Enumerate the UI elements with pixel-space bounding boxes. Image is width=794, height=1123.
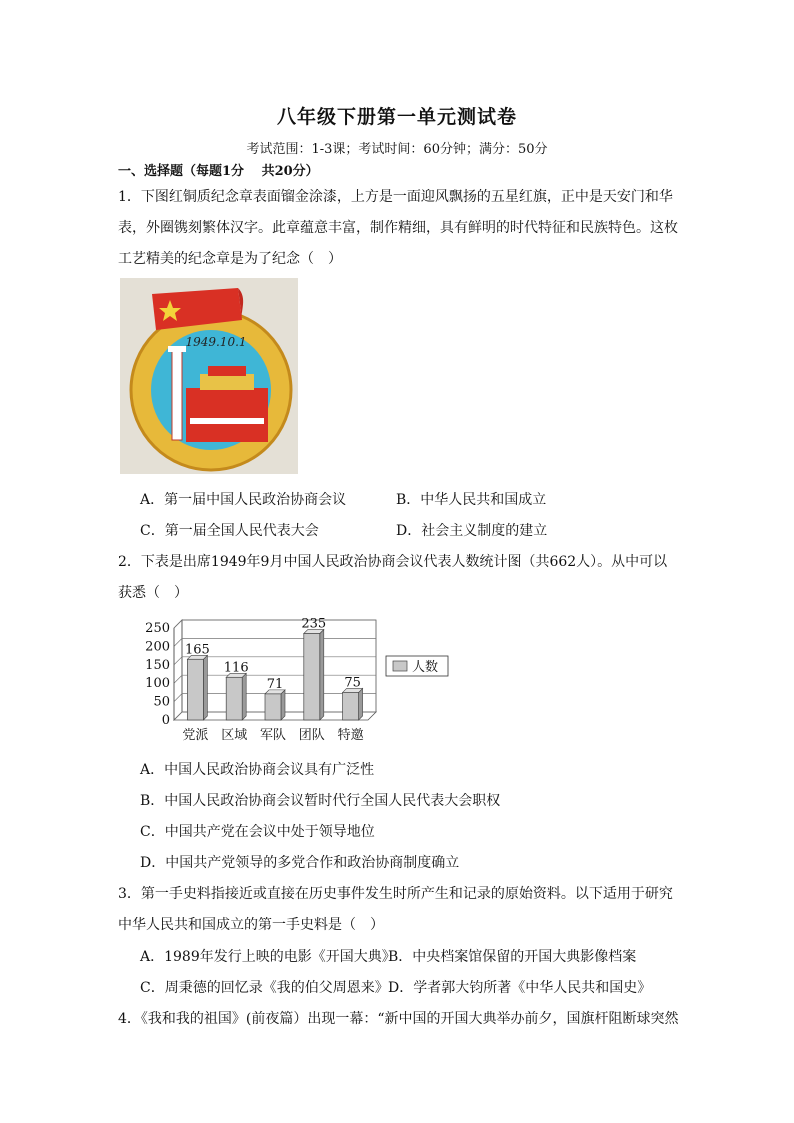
q2-option-a[interactable]: A．中国人民政治协商会议具有广泛性 [140,762,375,778]
chart-legend-swatch [393,661,407,671]
q1-line-2: 表，外圈镌刻繁体汉字。此章蕴意丰富，制作精细，具有鲜明的时代特征和民族特色。这枚 [118,220,678,236]
chart-x-tick-label: 团队 [298,728,325,743]
chart-y-tick-label: 200 [145,639,170,655]
chart-bar [304,634,320,720]
q1-option-b[interactable]: B．中华人民共和国成立 [396,492,547,508]
chart-bar [265,694,281,720]
chart-bar [343,692,359,720]
chart-x-tick-label: 区域 [221,728,248,743]
chart-y-tick-label: 0 [161,713,170,728]
chart-bar-side [242,673,246,720]
chart-legend-label: 人数 [412,660,439,675]
chart-y-tick-label: 100 [145,676,170,692]
chart-y-tick-label: 150 [145,657,170,673]
q1-option-a[interactable]: A．第一届中国人民政治协商会议 [140,492,347,508]
chart-data-label: 235 [301,616,327,632]
delegate-bar-chart [140,608,460,748]
q3-option-a[interactable]: A．1989年发行上映的电影《开国大典》 [140,949,396,965]
chart-bar [187,659,203,720]
section-heading: 一、选择题（每题1分 共20分） [118,164,319,179]
chart-bar-side [281,690,285,720]
exam-info: 考试范围：1-3课；考试时间：60分钟；满分：50分 [246,142,548,157]
q1-line-1: 1．下图红铜质纪念章表面镏金涂漆，上方是一面迎风飘扬的五星红旗，正中是天安门和华 [118,189,673,205]
q1-line-3: 工艺精美的纪念章是为了纪念（ ） [118,251,342,267]
chart-x-tick-label: 党派 [182,728,209,743]
chart-bar [226,677,242,720]
chart-gridline [174,620,376,628]
q3-option-b[interactable]: B．中央档案馆保留的开国大典影像档案 [388,949,637,965]
q3-option-c[interactable]: C．周秉德的回忆录《我的伯父周恩来》 [140,980,389,996]
chart-y-tick-label: 50 [153,694,170,710]
q2-option-c[interactable]: C．中国共产党在会议中处于领导地位 [140,824,375,840]
q4-line-1: 4．《我和我的祖国》(前夜篇）出现一幕：“新中国的开国大典举办前夕，国旗杆阻断球突然 [118,1011,679,1027]
chart-side-wall [174,620,182,720]
chart-bar-side [359,688,363,720]
commemorative-medal-image [120,278,298,474]
chart-data-label: 165 [184,642,210,658]
chart-bar-side [203,655,207,720]
q1-option-d[interactable]: D．社会主义制度的建立 [396,523,548,539]
chart-x-tick-label: 军队 [259,728,287,743]
medal-date-text: 1949.10.1 [185,335,247,349]
q3-option-d[interactable]: D．学者郭大钧所著《中华人民共和国史》 [388,980,652,996]
q2-option-d[interactable]: D．中国共产党领导的多党合作和政治协商制度确立 [140,855,460,871]
q1-option-c[interactable]: C．第一届全国人民代表大会 [140,523,319,539]
chart-data-label: 71 [266,676,284,692]
chart-data-label: 116 [223,660,249,676]
page-title: 八年级下册第一单元测试卷 [276,106,517,128]
chart-x-tick-label: 特邀 [337,728,364,743]
chart-y-tick-label: 250 [145,621,170,636]
chart-data-label: 75 [344,675,361,691]
q2-line-2: 获悉（ ） [118,585,188,601]
q2-line-1: 2．下表是出席1949年9月中国人民政治协商会议代表人数统计图（共662人）。从中可以 [118,554,668,570]
q2-option-b[interactable]: B．中国人民政治协商会议暂时代行全国人民代表大会职权 [140,793,501,809]
chart-bar-side [320,630,324,720]
q3-line-1: 3．第一手史料指接近或直接在历史事件发生时所产生和记录的原始资料。以下适用于研究 [118,886,673,902]
q3-line-2: 中华人民共和国成立的第一手史料是（ ） [118,917,384,933]
